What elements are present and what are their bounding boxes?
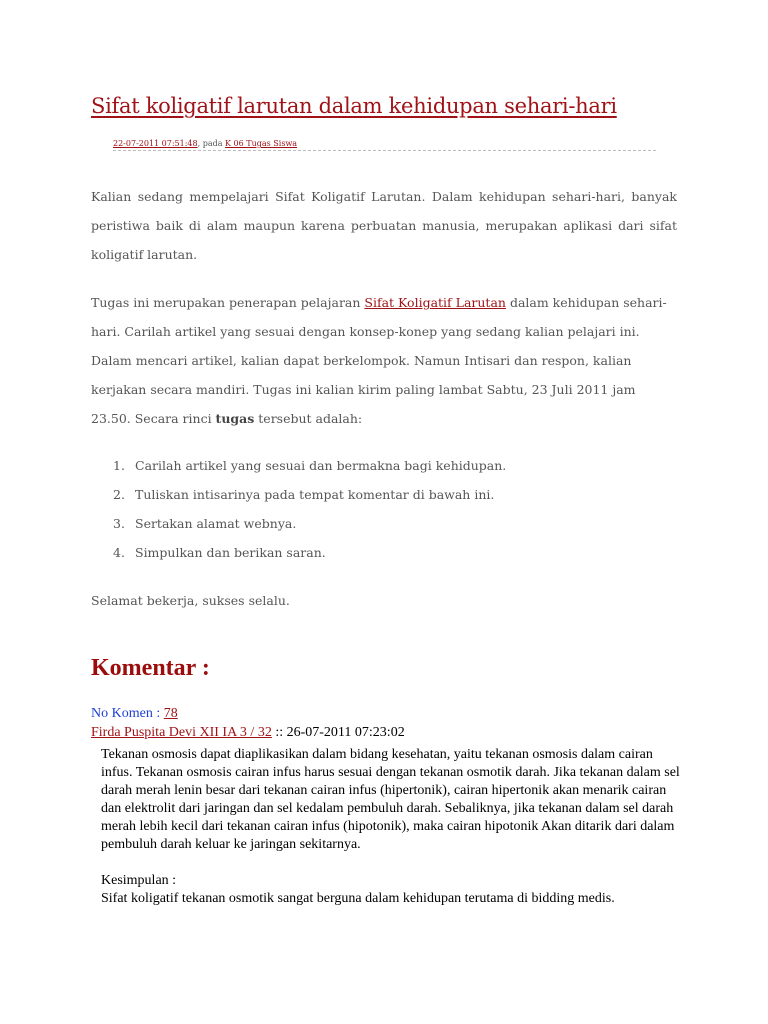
task-paragraph-text: Tugas ini merupakan penerapan pelajaran: [91, 295, 365, 310]
list-item: [113, 509, 677, 538]
tugas-bold: tugas: [215, 411, 255, 426]
list-item: [113, 451, 677, 480]
list-item-number: 2.: [113, 487, 125, 502]
post-meta: [113, 139, 656, 151]
list-item-text: Tuliskan intisarinya pada tempat komentar di bawah ini.: [135, 487, 495, 502]
comment-separator: ::: [271, 725, 287, 740]
list-item-text: Carilah artikel yang sesuai dan bermakna bagi kehidupan.: [135, 458, 507, 473]
post-category-link[interactable]: K 06 Tugas Siswa: [225, 139, 298, 148]
list-item-number: 1.: [113, 458, 125, 473]
comments-heading: Komentar :: [91, 655, 210, 681]
task-paragraph-end: tersebut adalah:: [254, 411, 363, 426]
post-meta-pada: , pada: [197, 139, 226, 148]
kesimpulan-text: Sifat koligatif tekanan osmotik sangat berguna dalam kehidupan terutama di bidding medis.: [101, 891, 615, 906]
comment-entry: [91, 704, 691, 908]
comment-body: [101, 746, 685, 908]
post-date-link[interactable]: 22-07-2011 07:51:48: [113, 139, 198, 148]
comment-number-line: [91, 704, 691, 723]
comment-datetime: 26-07-2011 07:23:02: [286, 725, 405, 740]
comment-author-link[interactable]: Firda Puspita Devi XII IA 3 / 32: [91, 725, 272, 740]
intro-paragraph: Kalian sedang mempelajari Sifat Koligatif Larutan. Dalam kehidupan sehari-hari, banyak peristiwa baik di alam maupun karena perbuatan manusia, merupakan aplikasi dari sifat koligatif larutan.: [91, 189, 677, 262]
task-paragraph-text-2: dalam kehidupan sehari-hari. Carilah artikel yang sesuai dengan konsep-konep yang sedang kalian pelajari ini. Dalam mencari artikel, kalian dapat berkelompok. Namun Intisari dan respon, kalian kerjakan secara mandiri. Tugas ini kalian kirim paling lambat Sabtu, 23 Juli 2011 jam 23.50. Secara rinci: [91, 295, 667, 426]
post-title-link[interactable]: Sifat koligatif larutan dalam kehidupan sehari-hari: [91, 94, 617, 118]
kesimpulan-label: Kesimpulan :: [101, 873, 177, 888]
comment-text: Tekanan osmosis dapat diaplikasikan dalam bidang kesehatan, yaitu tekanan osmosis dalam cairan infus. Tekanan osmosis cairan infus harus sesuai dengan tekanan osmotik darah. Jika tekanan dalam sel darah merah lenin besar dari tekanan cairan infus (hipertonik), cairan hipertonik akan menarik cairan dan elektrolit dari jaringan dan sel kedalam pembuluh darah. Sebaliknya, jika tekanan dalam sel darah merah lebih kecil dari tekanan cairan infus (hipotonik), maka cairan hipotonik Akan ditarik dari dalam pembuluh darah keluar ke jaringan sekitarnya.: [101, 747, 680, 852]
list-item-text: Sertakan alamat webnya.: [135, 516, 297, 531]
post-content: [91, 182, 677, 615]
comment-number-label: No Komen :: [91, 706, 164, 721]
list-item-text: Simpulkan dan berikan saran.: [135, 545, 326, 560]
comment-author-line: [91, 723, 691, 742]
task-paragraph: [91, 288, 677, 433]
list-item-number: 3.: [113, 516, 125, 531]
task-list: [113, 451, 677, 567]
list-item-number: 4.: [113, 545, 125, 560]
comment-number-link[interactable]: 78: [163, 706, 178, 721]
list-item: [113, 538, 677, 567]
sifat-koligatif-link[interactable]: Sifat Koligatif Larutan: [364, 295, 506, 310]
closing-text: Selamat bekerja, sukses selalu.: [91, 593, 290, 608]
list-item: [113, 480, 677, 509]
